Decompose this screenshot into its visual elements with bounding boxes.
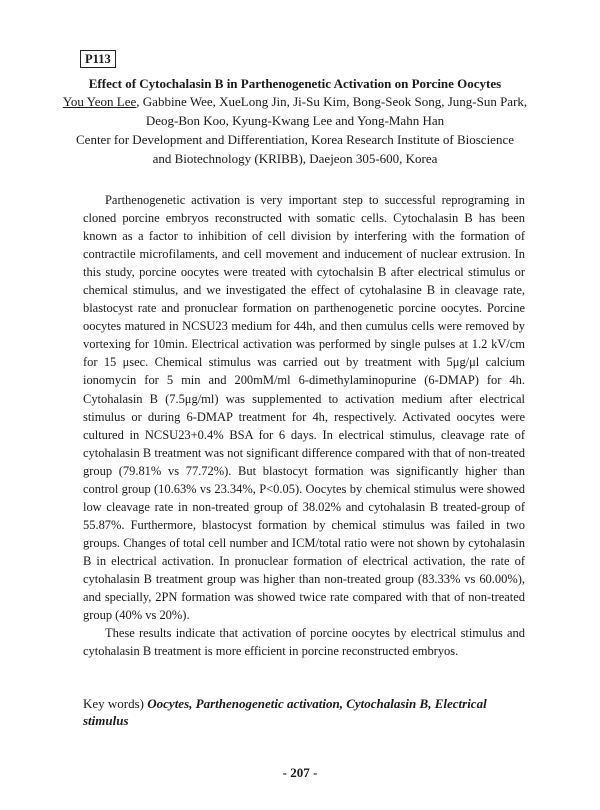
- author-list: [60, 92, 530, 130]
- affiliation-line2: and Biotechnology (KRIBB), Daejeon 305-600, Korea: [152, 151, 438, 166]
- affiliation-line1: Center for Development and Differentiation, Korea Research Institute of Bioscience: [76, 132, 514, 147]
- co-authors-line2: Deog-Bon Koo, Kyung-Kwang Lee and Yong-Mahn Han: [145, 113, 445, 128]
- keywords-terms: Oocytes, Parthenogenetic activation, Cytochalasin B, Electrical stimulus: [83, 696, 487, 728]
- page-number: - 207 -: [282, 765, 318, 780]
- keywords-label: Key words): [83, 696, 145, 711]
- abstract-paragraph-1: Parthenogenetic activation is very important step to successful reprograming in cloned porcine embryos reconstructed with somatic cells. Cytochalasin B has been known as a factor to inhibition of cell division by interfering with the formation of contractile microfilaments, and cell movement and inducement of nuclear extrusion. In this study, porcine oocytes were treated with cytochalsin B after electrical stimulus or chemical stimulus, and we investigated the effect of cytohalasine B in cleavage rate, blastocyst rate and pronuclear formation on parthenogenetic porcine oocytes. Porcine oocytes matured in NCSU23 medium for 44h, and then cumulus cells were removed by vortexing for 10min. Electrical activation was performed by single pulses at 1.2 kV/cm for 15 μsec. Chemical stimulus was carried out by treatment with 5μg/μl calcium ionomycin for 5 min and 200mM/ml 6-dimethylaminopurine (6-DMAP) for 4h. Cytohalasin B (7.5μg/ml) was supplemented to activation medium after electrical stimulus or during 6-DMAP treatment for 4h, respectively. Activated oocytes were cultured in NCSU23+0.4% BSA for 6 days. In electrical stimulus, cleavage rate of cytohalasin B treatment was not significant difference compared with that of non-treated group (79.81% vs 77.72%). But blastocyt formation was significantly higher than control group (10.63% vs 23.34%, P<0.05). Oocytes by chemical stimulus were showed low cleavage rate in non-treated group of 38.02% and cytohalasin B treated-group of 55.87%. Furthermore, blastocyst formation by chemical stimulus was failed in two groups. Changes of total cell number and ICM/total ratio were not shown by cytohalasin B in electrical activation. In pronuclear formation of electrical activation, the rate of cytohalasin B treatment group was higher than non-treated group (83.33% vs 60.00%), and specially, 2PN formation was showed twice rate compared with that of non-treated group (40% vs 20%).: [83, 193, 525, 623]
- abstract-paragraph-2: These results indicate that activation of porcine oocytes by electrical stimulus and cytohalasin B treatment is more efficient in porcine reconstructed embryos.: [83, 626, 525, 659]
- abstract: [83, 191, 525, 660]
- paper-title: Effect of Cytochalasin B in Parthenogenetic Activation on Porcine Oocytes: [88, 76, 502, 91]
- poster-code: P113: [80, 50, 116, 68]
- paper-header: [60, 75, 530, 168]
- keywords: [83, 695, 528, 729]
- co-authors: , Gabbine Wee, XueLong Jin, Ji-Su Kim, Bong-Seok Song, Jung-Sun Park,: [136, 94, 528, 109]
- affiliation: [60, 130, 530, 168]
- presenting-author: You Yeon Lee: [62, 94, 137, 109]
